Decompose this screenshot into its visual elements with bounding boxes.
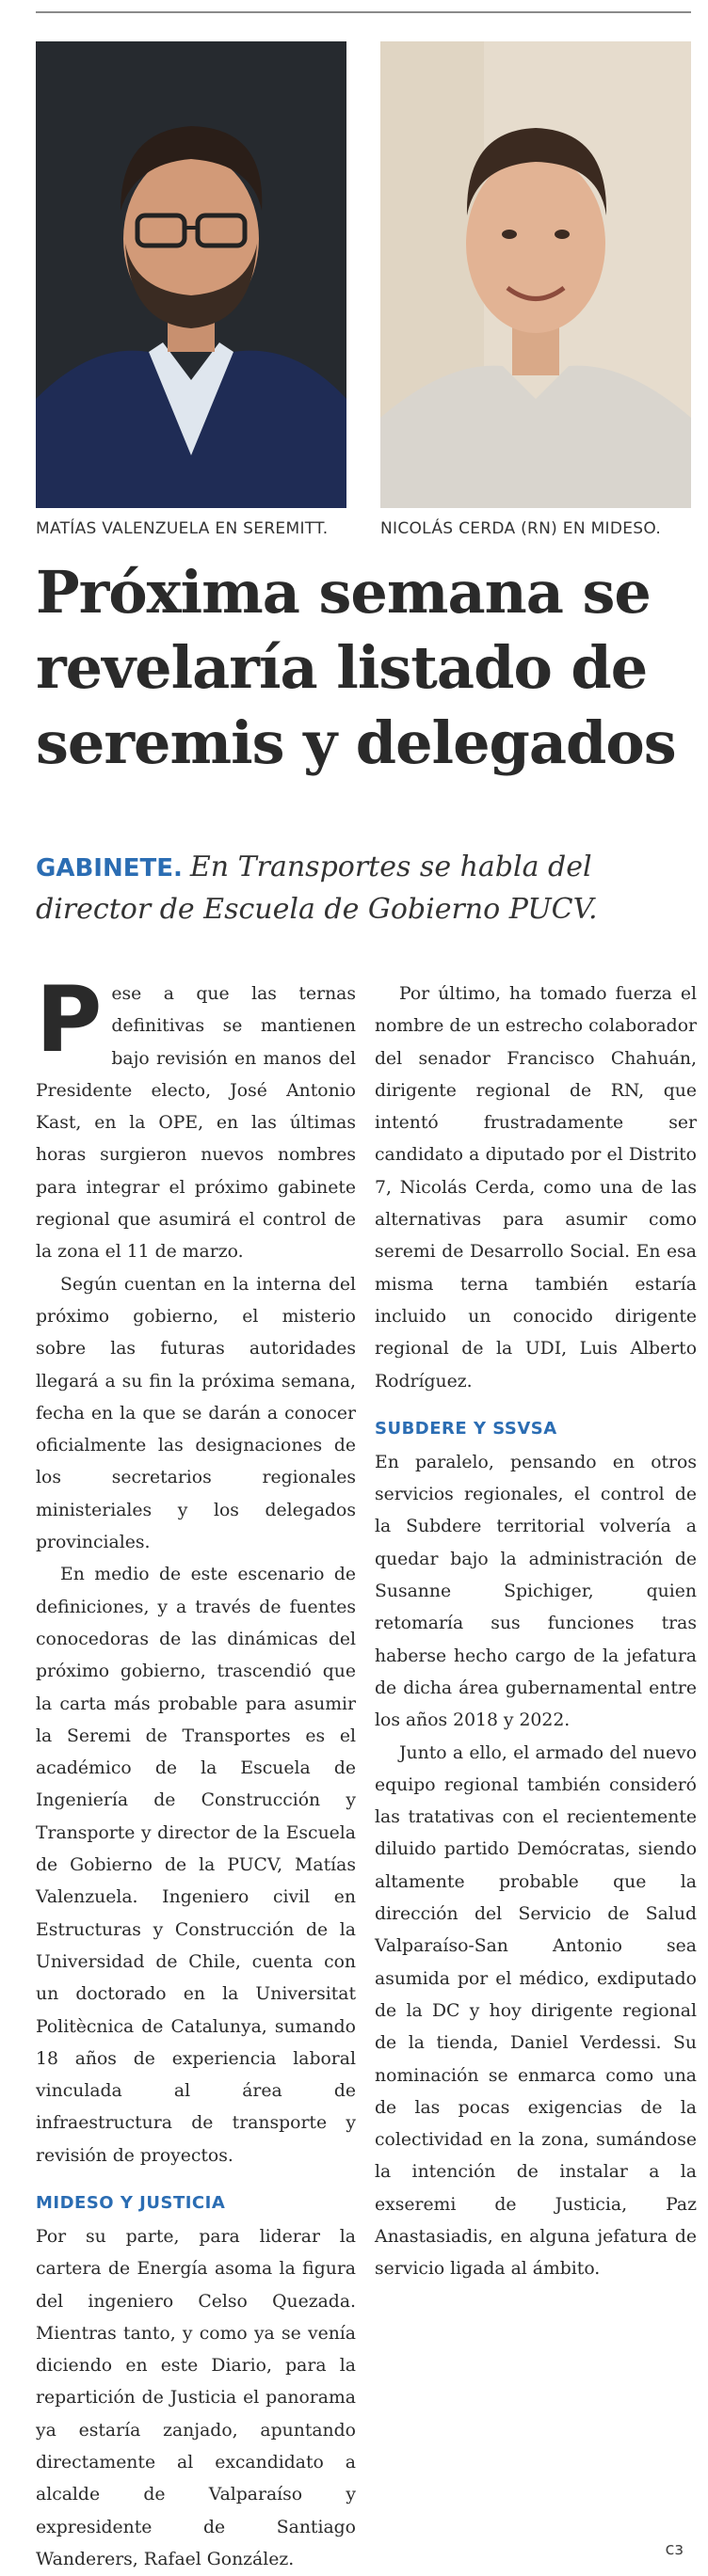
portrait-right-image [380,41,691,508]
article-paragraph-4: Por su parte, para liderar la cartera de Energía asoma la figura del ingeniero Celso Quezada. Mientras tanto, y como ya se venía diciendo en este Diario, para la repartición de Justicia el panorama ya estaría zanjado, apuntando directamente al excandidato a alcalde de Valparaíso y expresidente de Santiago Wanderers, Rafael González. [36,2226,356,2569]
article-paragraph-3: En medio de este escenario de definiciones, y a través de fuentes conocedoras de las dinámicas del próximo gobierno, trascendió que la carta más probable para asumir la Seremi de Transportes es el académico de la Escuela de Ingeniería de Construcción y Transporte y director de la Escuela de Gobierno de la PUCV, Matías Valenzuela. Ingeniero civil en Estructuras y Construcción de la Universidad de Chile, cuenta con un doctorado en la Universitat Politècnica de Catalunya, sumando 18 años de experiencia laboral vinculada al área de infraestructura de transporte y revisión de proyectos. [36,1565,356,2166]
article-paragraph-1-text: ese a que las ternas definitivas se mantienen bajo revisión en manos del Presidente electo, José Antonio Kast, en la OPE, en las últimas horas surgieron nuevos nombres para integrar el próximo gabinete regional que asumirá el control de la zona el 11 de marzo. [36,984,356,1263]
article-paragraph-5: Por último, ha tomado fuerza el nombre de un estrecho colaborador del senador Francisco Chahuán, dirigente regional de RN, que intentó frustradamente ser candidato a diputado por el Distrito 7, Nicolás Cerda, como una de las alternativas para asumir como seremi de Desarrollo Social. En esa misma terna también estaría incluido un conocido dirigente regional de la UDI, Luis Alberto Rodríguez. [375,984,697,1391]
photo-caption-left: MATÍAS VALENZUELA EN SEREMITT. [36,519,329,538]
photo-matias-valenzuela [36,41,346,508]
portrait-left-image [36,41,346,508]
top-rule [36,11,691,13]
article-paragraph-1 [36,967,356,1269]
photo-caption-right: NICOLÁS CERDA (RN) EN MIDESO. [380,519,662,538]
article-paragraph-2: Según cuentan en la interna del próximo gobierno, el misterio sobre las futuras autoridades llegará a su fin la próxima semana, fecha en la que se darán a conocer oficialmente las designaciones de los secretarios regionales ministeriales y los delegados provinciales. [36,1274,356,1553]
headline: Próxima semana se revelaría listado de seremis y delegados [36,558,676,777]
subhead-text: En Transportes se habla del director de Escuela de Gobierno PUCV. [36,851,598,926]
subhead [36,847,695,930]
article-column-right [375,978,697,2286]
article-paragraph-7: Junto a ello, el armado del nuevo equipo regional también consideró las tratativas con el recientemente diluido partido Demócratas, siendo altamente probable que la dirección del Servicio de Salud Valparaíso-San Antonio sea asumida por el médico, exdiputado de la DC y hoy dirigente regional de la tienda, Daniel Verdessi. Su nominación se enmarca como una de las pocas exigencias de la colectividad en la zona, sumándose la intención de instalar a la exseremi de Justicia, Paz Anastasiadis, en alguna jefatura de servicio ligada al ámbito. [375,1742,697,2280]
article-column-left [36,967,356,2576]
end-mark: cз [665,2539,684,2559]
photo-nicolas-cerda [380,41,691,508]
dropcap: P [36,967,103,1073]
subhead-kicker: GABINETE. [36,854,183,883]
section-head-subdere: SUBDERE Y SSVSA [375,1418,557,1439]
section-head-mideso: MIDESO Y JUSTICIA [36,2192,226,2213]
article-paragraph-6: En paralelo, pensando en otros servicios regionales, el control de la Subdere territorial volvería a quedar bajo la administración de Susanne Spichiger, quien retomaría sus funciones tras haberse hecho cargo de la jefatura de dicha área gubernamental entre los años 2018 y 2022. [375,1452,697,1731]
